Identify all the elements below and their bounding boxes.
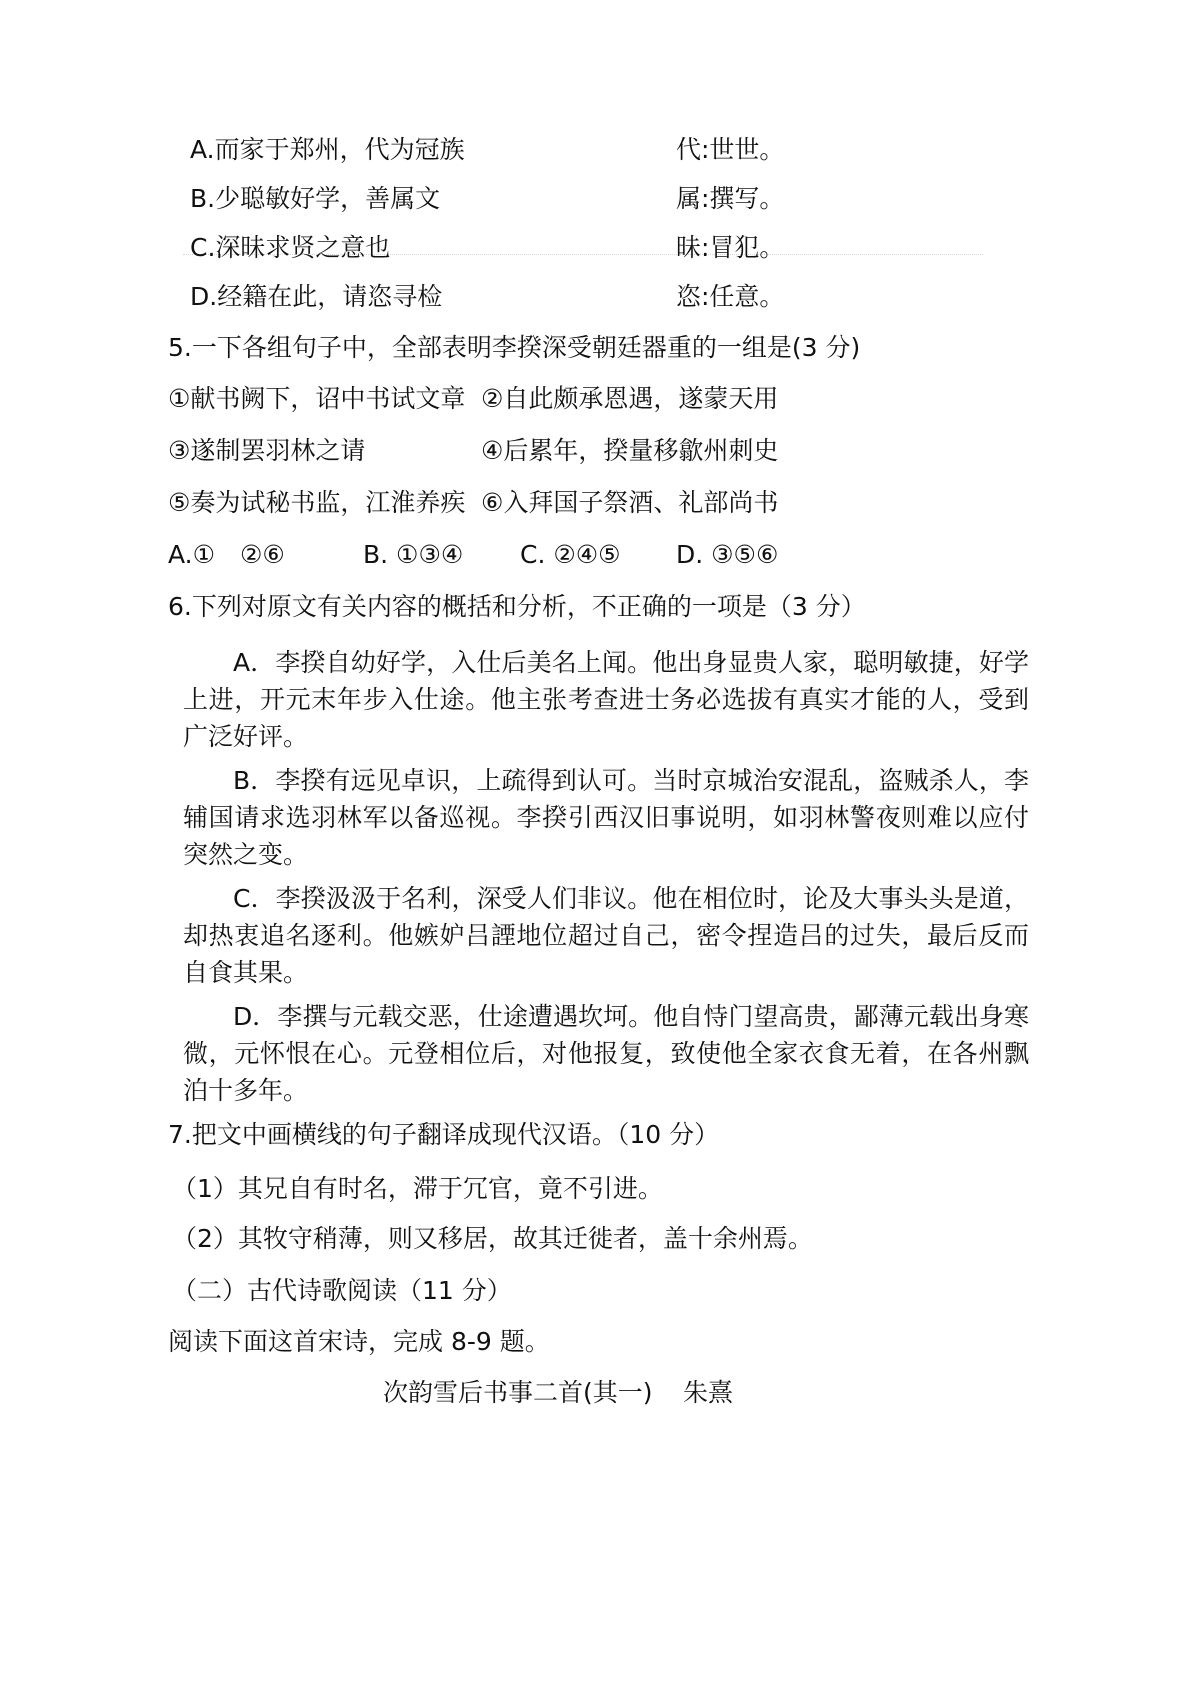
q5-item: ⑥入拜国子祭酒、礼部尚书 — [481, 488, 779, 517]
q5-item: ①献书阙下，诏中书试文章 — [168, 384, 466, 413]
q4-option-a: A.而家于郑州，代为冠族 — [190, 135, 465, 164]
q6-option-b: B．李揆有远见卓识，上疏得到认可。当时京城治安混乱，盗贼杀人，李辅国请求选羽林军以备巡视。李揆引西汉旧事说明，如羽林警夜则难以应付突然之变。 — [183, 766, 1029, 869]
q5-choice-c: C. ②④⑤ — [520, 540, 621, 569]
q5-item: ②自此颇承恩遇，遂蒙天用 — [481, 384, 779, 413]
q5-item: ④后累年，揆量移歙州刺史 — [481, 436, 779, 465]
q7-item: （2）其牧守稍薄，则又移居，故其迁徙者，盖十余州焉。 — [172, 1224, 813, 1253]
q4-option-b-gloss: 属:撰写。 — [676, 184, 785, 213]
q5-item: ③遂制罢羽林之请 — [168, 436, 366, 465]
section-heading: （二）古代诗歌阅读（11 分） — [172, 1276, 512, 1305]
q7-stem: 7.把文中画横线的句子翻译成现代汉语。（10 分） — [168, 1120, 720, 1149]
q5-choice-d: D. ③⑤⑥ — [676, 540, 779, 569]
q5-item: ⑤奏为试秘书监，江淮养疾 — [168, 488, 466, 517]
poem-author: 朱熹 — [683, 1378, 734, 1407]
q6-option-c: C．李揆汲汲于名利，深受人们非议。他在相位时，论及大事头头是道，却热衷追名逐利。他嫉妒吕諲地位超过自己，密令捏造吕的过失，最后反而自食其果。 — [183, 884, 1029, 987]
q6-stem: 6.下列对原文有关内容的概括和分析，不正确的一项是（3 分） — [168, 592, 866, 621]
q5-choice-a: A.① ②⑥ — [168, 540, 285, 569]
q5-choice-b: B. ①③④ — [363, 540, 464, 569]
q4-option-d-gloss: 恣:任意。 — [676, 282, 785, 311]
q4-option-d: D.经籍在此，请恣寻检 — [190, 282, 443, 311]
q6-option-a: A．李揆自幼好学，入仕后美名上闻。他出身显贵人家，聪明敏捷，好学上进，开元末年步入仕途。他主张考查进士务必选拔有真实才能的人，受到广泛好评。 — [183, 648, 1029, 751]
q7-item: （1）其兄自有时名，滞于冗官，竟不引进。 — [172, 1174, 663, 1203]
poem-title: 次韵雪后书事二首(其一) — [383, 1378, 653, 1407]
q5-stem: 5.一下各组句子中，全部表明李揆深受朝廷器重的一组是(3 分) — [168, 333, 861, 362]
q4-option-c: C.深昧求贤之意也 — [190, 233, 391, 262]
section-instruction: 阅读下面这首宋诗，完成 8-9 题。 — [168, 1327, 550, 1356]
q6-option-d: D．李撰与元载交恶，仕途遭遇坎坷。他自恃门望高贵，鄙薄元载出身寒微，元怀恨在心。元登相位后，对他报复，致使他全家衣食无着，在各州飘泊十多年。 — [183, 1002, 1029, 1105]
q4-option-c-gloss: 昧:冒犯。 — [676, 233, 785, 262]
q4-option-b: B.少聪敏好学，善属文 — [190, 184, 441, 213]
q4-option-a-gloss: 代:世世。 — [676, 135, 785, 164]
